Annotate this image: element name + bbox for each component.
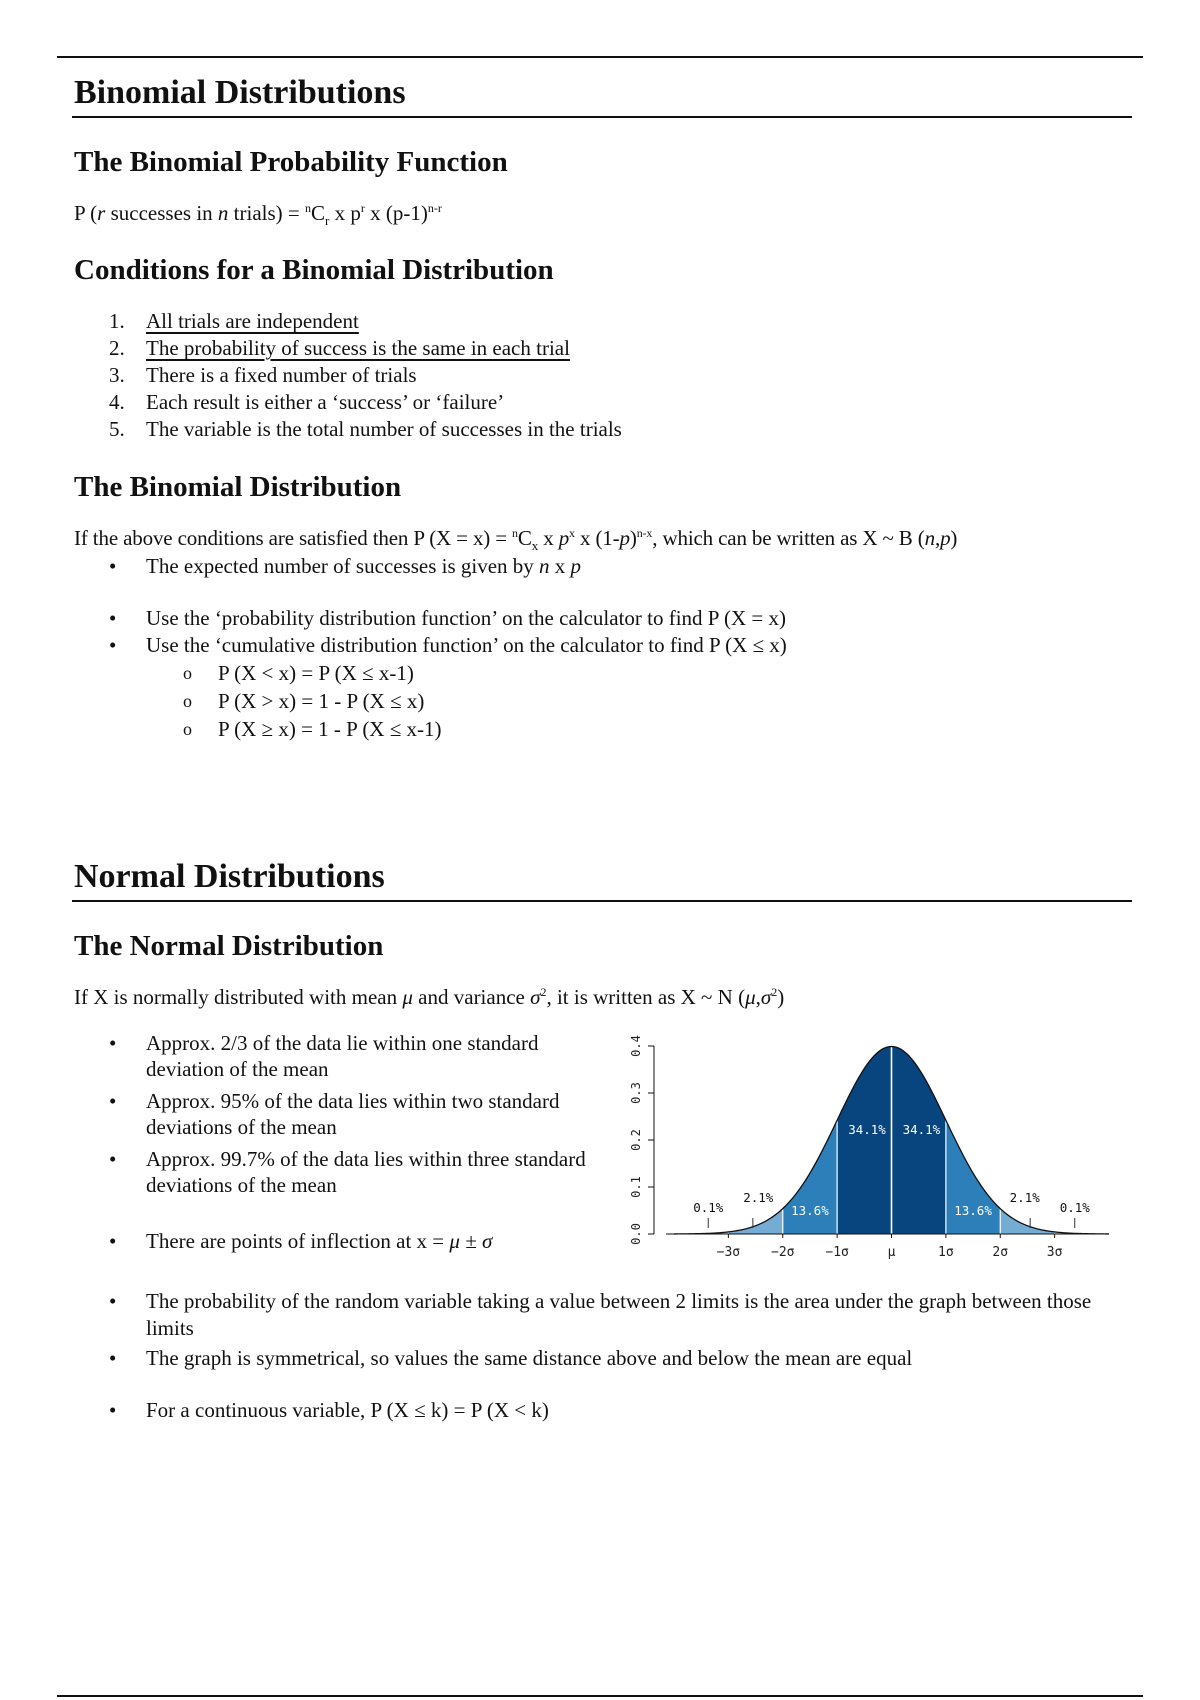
list-item: 5. The variable is the total number of successes in the trials xyxy=(109,417,622,441)
y-tick-label: 0.4 xyxy=(629,1035,643,1057)
binomial-dist-heading: The Binomial Distribution xyxy=(74,471,402,503)
list-item: o P (X > x) = 1 - P (X ≤ x) xyxy=(74,687,1134,715)
data-label-4: 34.1% xyxy=(902,1122,941,1137)
normal-bullets-more xyxy=(74,1288,1134,1372)
normal-intro: If X is normally distributed with mean μ and variance $\sigma^2$, it is written as X ~ N $(\mu,\sigma^2)$ xyxy=(74,985,785,1009)
list-item: • There are points of inflection at x = μ ± σ xyxy=(74,1228,614,1255)
data-label-7: 0.1% xyxy=(1059,1200,1090,1215)
calculator-list xyxy=(74,605,1134,743)
y-tick-label: 0.1 xyxy=(629,1176,643,1198)
normal-dist-heading: The Normal Distribution xyxy=(74,930,384,962)
data-label-5: 13.6% xyxy=(954,1203,992,1218)
normal-distribution-chart xyxy=(614,1022,1114,1262)
x-tick-label: 3σ xyxy=(1046,1245,1063,1260)
list-item: • Use the ‘cumulative distribution function’ on the calculator to find P (X ≤ x) o P (X < x) = P (X ≤ x-1) o P (X > x) = 1 - P (X ≤ x) o P (X ≥ x) = 1 - P (X ≤ x-1) xyxy=(74,632,1134,743)
y-tick-label: 0.3 xyxy=(629,1082,643,1104)
list-item: • Use the ‘probability distribution function’ on the calculator to find P (X = x) xyxy=(74,605,1134,632)
x-tick-label: −2σ xyxy=(771,1245,795,1260)
inflection-list xyxy=(74,1228,614,1255)
band-area-4 xyxy=(892,1047,946,1235)
top-rule xyxy=(57,56,1143,58)
list-item: • Approx. 2/3 of the data lie within one standard deviation of the mean xyxy=(74,1030,604,1082)
data-label-1: 2.1% xyxy=(743,1190,774,1205)
x-tick-label: 2σ xyxy=(992,1245,1009,1260)
binomial-dist-intro: If the above conditions are satisfied then P $(X = x) = ^nC_x$ x $p^x$ x $(1-p)^{n-x}$, which can be written as X ~ B (n,p) xyxy=(74,526,958,554)
list-item: • Approx. 95% of the data lies within two standard deviations of the mean xyxy=(74,1088,604,1140)
bottom-rule xyxy=(57,1695,1143,1697)
list-item: 2. The probability of success is the same in each trial xyxy=(109,336,570,360)
data-label-0: 0.1% xyxy=(693,1200,724,1215)
list-item: o P (X ≥ x) = 1 - P (X ≤ x-1) xyxy=(74,715,1134,743)
list-item: 1. All trials are independent xyxy=(109,309,359,333)
data-label-6: 2.1% xyxy=(1009,1190,1040,1205)
calculator-sublist xyxy=(74,659,1134,743)
x-tick-label: 1σ xyxy=(938,1245,954,1260)
data-label-2: 13.6% xyxy=(791,1203,829,1218)
conditions-heading: Conditions for a Binomial Distribution xyxy=(74,254,554,286)
x-tick-label: −3σ xyxy=(716,1245,741,1260)
binomial-pf-formula: P (r successes in n trials) = $^nC_r$ x $p^r$ x $(p-1)^{n-r}$ xyxy=(74,201,442,229)
binomial-title: Binomial Distributions xyxy=(72,74,1132,118)
list-item: • The graph is symmetrical, so values the same distance above and below the mean are equal xyxy=(74,1345,1134,1372)
y-tick-label: 0.2 xyxy=(629,1129,643,1151)
list-item: • The expected number of successes is given by n x p xyxy=(74,553,1134,580)
data-label-3: 34.1% xyxy=(848,1122,886,1137)
y-tick-label: 0.0 xyxy=(629,1223,643,1245)
band-area-3 xyxy=(837,1047,891,1235)
list-item: • Approx. 99.7% of the data lies within three standard deviations of the mean xyxy=(74,1146,604,1198)
binomial-pf-heading: The Binomial Probability Function xyxy=(74,146,508,178)
list-item: 4. Each result is either a ‘success’ or ‘failure’ xyxy=(109,390,505,414)
conditions-list xyxy=(74,308,1134,443)
page-content xyxy=(74,74,1134,1424)
x-tick-label: μ xyxy=(887,1245,896,1260)
list-item: o P (X < x) = P (X ≤ x-1) xyxy=(74,659,1134,687)
x-tick-label: −1σ xyxy=(825,1245,849,1260)
list-item: • For a continuous variable, P (X ≤ k) = P (X < k) xyxy=(74,1397,1134,1424)
normal-title: Normal Distributions xyxy=(72,858,1132,902)
list-item: • The probability of the random variable taking a value between 2 limits is the area under the graph between those limits xyxy=(74,1288,1134,1342)
normal-bullets-left xyxy=(74,1030,604,1198)
expected-list xyxy=(74,553,1134,580)
continuous-list xyxy=(74,1397,1134,1424)
list-item: 3. There is a fixed number of trials xyxy=(109,363,417,387)
normal-bullets-and-chart xyxy=(74,1030,1134,1270)
